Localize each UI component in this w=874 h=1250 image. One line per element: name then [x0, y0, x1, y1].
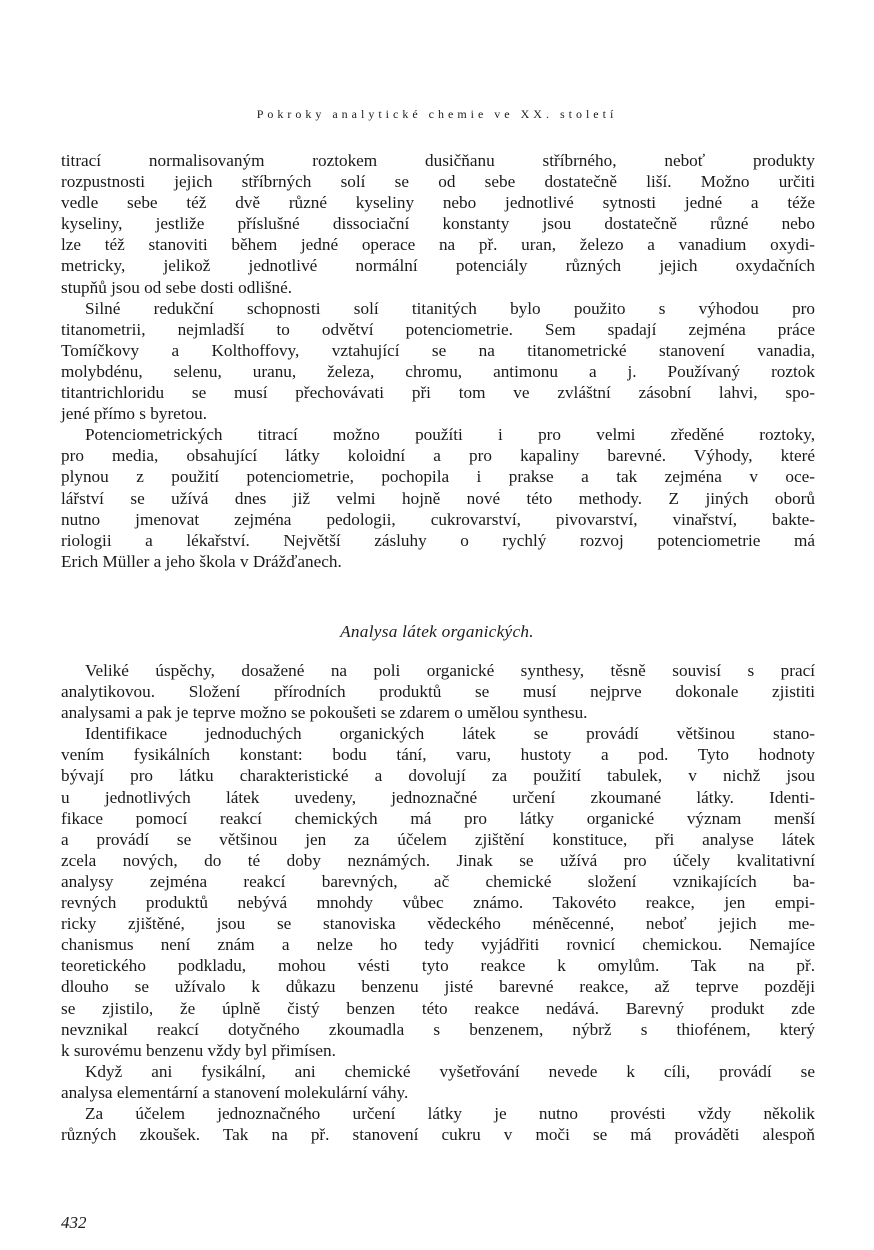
text-line: teoretického podkladu, mohou vésti tyto reakce k omylům. Tak na př. — [61, 956, 815, 976]
text-line: vením fysikálních konstant: bodu tání, varu, hustoty a pod. Tyto hodnoty — [61, 745, 815, 765]
text-line: lze též stanoviti během jedné operace na př. uran, železo a vanadium oxydi- — [61, 235, 815, 255]
text-line: k surovému benzenu vždy byl přimísen. — [61, 1040, 336, 1060]
text-line: se zjistilo, že úplně čistý benzen této reakce nedává. Barevný produkt zde — [61, 998, 815, 1018]
text-line: zcela nových, do té doby neznámých. Jinak se užívá pro účely kvalitativní — [61, 850, 815, 870]
text-line: Tomíčkovy a Kolthoffovy, vztahující se na titanometrické stanovení vanadia, — [61, 340, 815, 360]
text-line: rozpustnosti jejich stříbrných solí se od sebe dostatečně liší. Možno určiti — [61, 172, 815, 192]
text-line: analysa elementární a stanovení molekulární váhy. — [61, 1082, 409, 1102]
text-line: pro media, obsahující látky koloidní a pro kapaliny barevné. Výhody, které — [61, 446, 815, 466]
text-line: ricky zjištěné, jsou se stanoviska vědeckého méněcenné, neboť jejich me- — [61, 914, 815, 934]
text-line: a provádí se většinou jen za účelem zjištění konstituce, při analyse látek — [61, 829, 815, 849]
text-line: kyseliny, jestliže příslušné dissociační konstanty jsou dostatečně různé nebo — [61, 214, 815, 234]
text-line: titanometrii, nejmladší to odvětví potenciometrie. Sem spadají zejména práce — [61, 319, 815, 339]
text-line: Když ani fysikální, ani chemické vyšetřování nevede k cíli, provádí se — [85, 1061, 815, 1081]
body-text-bottom — [61, 660, 815, 1145]
text-line: chanismus není znám a nelze ho tedy vyjádřiti rovnicí chemickou. Nemajíce — [61, 935, 815, 955]
text-line: Erich Müller a jeho škola v Drážďanech. — [61, 551, 342, 571]
text-line: stupňů jsou od sebe dosti odlišné. — [61, 277, 293, 297]
text-line: analytikovou. Složení přírodních produktů se musí nejprve dokonale zjistiti — [61, 682, 815, 702]
text-line: Silné redukční schopnosti solí titanitých bylo použito s výhodou pro — [85, 298, 815, 318]
text-line: titantrichloridu se musí přechovávati při tom ve zvláštní zásobní lahvi, spo- — [61, 383, 815, 403]
text-line: analysami a pak je teprve možno se pokoušeti se zdarem o umělou synthesu. — [61, 703, 588, 723]
text-line: metricky, jelikož jednotlivé normální potenciály různých jejich oxydačních — [61, 256, 815, 276]
text-line: titrací normalisovaným roztokem dusičňanu stříbrného, neboť produkty — [61, 151, 815, 170]
section-heading: Analysa látek organických. — [340, 622, 534, 641]
text-line: revných produktů nebývá mnohdy vůbec známo. Takovéto reakce, jen empi- — [61, 893, 815, 913]
text-line: analysy zejména reakcí barevných, ač chemické složení vznikajících ba- — [61, 871, 815, 891]
text-line: nutno jmenovat zejména pedologii, cukrovarství, pivovarství, vinařství, bakte- — [61, 509, 815, 529]
running-head: Pokroky analytické chemie ve XX. století — [256, 107, 618, 121]
text-line: bývají pro látku charakteristické a dovolují za použití tabulek, v nichž jsou — [61, 766, 815, 786]
text-line: vedle sebe též dvě různé kyseliny nebo jednotlivé sytnosti jedné a téže — [61, 193, 815, 213]
text-line: jené přímo s byretou. — [61, 404, 208, 424]
text-line: riologii a lékařství. Největší zásluhy o rychlý rozvoj potenciometrie má — [61, 530, 815, 550]
text-line: dlouho se užívalo k důkazu benzenu jisté barevné reakce, až teprve později — [61, 977, 815, 997]
text-line: molybdénu, selenu, uranu, železa, chromu, antimonu a j. Používaný roztok — [61, 361, 815, 381]
text-line: plynou z použití potenciometrie, pochopila i prakse a tak zejména v oce- — [61, 467, 815, 487]
text-line: nevznikal reakcí dotyčného zkoumadla s benzenem, nýbrž s thiofénem, který — [61, 1019, 815, 1039]
text-line: Veliké úspěchy, dosažené na poli organické synthesy, těsně souvisí s prací — [85, 661, 815, 680]
text-line: Za účelem jednoznačného určení látky je nutno provésti vždy několik — [85, 1103, 815, 1123]
text-line: různých zkoušek. Tak na př. stanovení cukru v moči se má prováděti alespoň — [61, 1125, 815, 1145]
text-line: u jednotlivých látek uvedeny, jednoznačné určení zkoumané látky. Identi- — [61, 787, 815, 807]
body-text-top — [61, 150, 815, 572]
text-line: Potenciometrických titrací možno použíti i pro velmi zředěné roztoky, — [85, 425, 815, 445]
text-line: lářství se užívá dnes již velmi hojně nové této methody. Z jiných oborů — [61, 488, 815, 508]
text-line: Identifikace jednoduchých organických látek se provádí většinou stano- — [85, 724, 815, 744]
page-number: 432 — [61, 1213, 87, 1232]
text-line: fikace pomocí reakcí chemických má pro látky organické význam menší — [61, 808, 815, 828]
